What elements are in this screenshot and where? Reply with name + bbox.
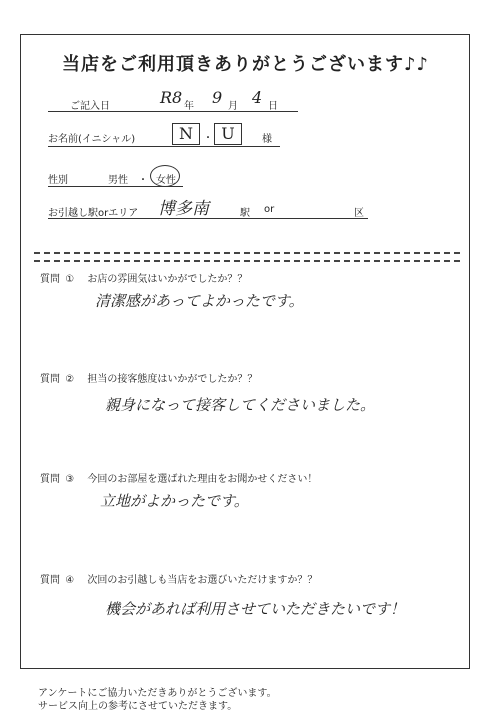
female-selection-circle xyxy=(150,165,180,187)
question-text: お店の雰囲気はいかがでしたか？？ xyxy=(87,274,248,285)
date-label: ご記入日 xyxy=(70,101,110,112)
question-text: 今回のお部屋を選ばれた理由をお聞かせください！ xyxy=(87,474,318,485)
date-day: 4 xyxy=(252,88,263,107)
question-number: ① xyxy=(65,274,75,285)
question-number: ② xyxy=(65,374,75,385)
answer-4: 機会があれば利用させていただきたいです！ xyxy=(105,600,406,618)
initial-dot: ・ xyxy=(203,133,213,144)
honorific: 様 xyxy=(262,134,272,145)
question-label: 質問 xyxy=(40,575,60,586)
question-2 xyxy=(40,370,257,385)
initial-box-1: N xyxy=(172,123,200,145)
day-unit: 日 xyxy=(268,101,278,112)
footer-line-1: アンケートにご協力いただきありがとうございます。 xyxy=(38,688,277,699)
area-underline xyxy=(48,218,368,219)
date-underline xyxy=(48,111,298,112)
footer-line-2: サービス向上の参考にさせていただきます。 xyxy=(38,701,238,712)
question-number: ④ xyxy=(65,575,75,586)
gender-separator: ・ xyxy=(138,175,148,186)
question-1 xyxy=(40,270,247,285)
area-label: お引越し駅orエリア xyxy=(48,208,139,219)
date-era: R8 xyxy=(160,88,183,107)
month-unit: 月 xyxy=(228,101,238,112)
area-value: 博多南 xyxy=(158,199,209,219)
separator-line-2 xyxy=(34,260,460,262)
answer-3: 立地がよかったです。 xyxy=(100,492,249,510)
question-number: ③ xyxy=(65,474,75,485)
answer-2: 親身になって接客してくださいました。 xyxy=(105,396,376,414)
question-label: 質問 xyxy=(40,474,60,485)
date-month: 9 xyxy=(212,88,223,107)
station-label: 駅 xyxy=(240,208,250,219)
or-label: or xyxy=(264,204,275,215)
gender-female: 女性 xyxy=(156,175,176,186)
gender-label: 性別 xyxy=(48,175,68,186)
gender-underline xyxy=(48,186,183,187)
name-underline xyxy=(48,146,280,147)
gender-male: 男性 xyxy=(108,175,128,186)
separator-line-1 xyxy=(34,252,460,254)
question-label: 質問 xyxy=(40,274,60,285)
question-text: 次回のお引越しも当店をお選びいただけますか？？ xyxy=(87,575,318,586)
year-unit: 年 xyxy=(184,101,194,112)
name-label: お名前(イニシャル) xyxy=(48,134,136,145)
question-4 xyxy=(40,571,317,586)
initial-box-2: U xyxy=(214,123,242,145)
ward-label: 区 xyxy=(354,208,364,219)
question-3 xyxy=(40,470,317,485)
question-label: 質問 xyxy=(40,374,60,385)
question-text: 担当の接客態度はいかがでしたか？？ xyxy=(87,374,258,385)
answer-1: 清潔感があってよかったです。 xyxy=(95,292,304,310)
page-title: 当店をご利用頂きありがとうございます♪♪ xyxy=(62,54,429,75)
